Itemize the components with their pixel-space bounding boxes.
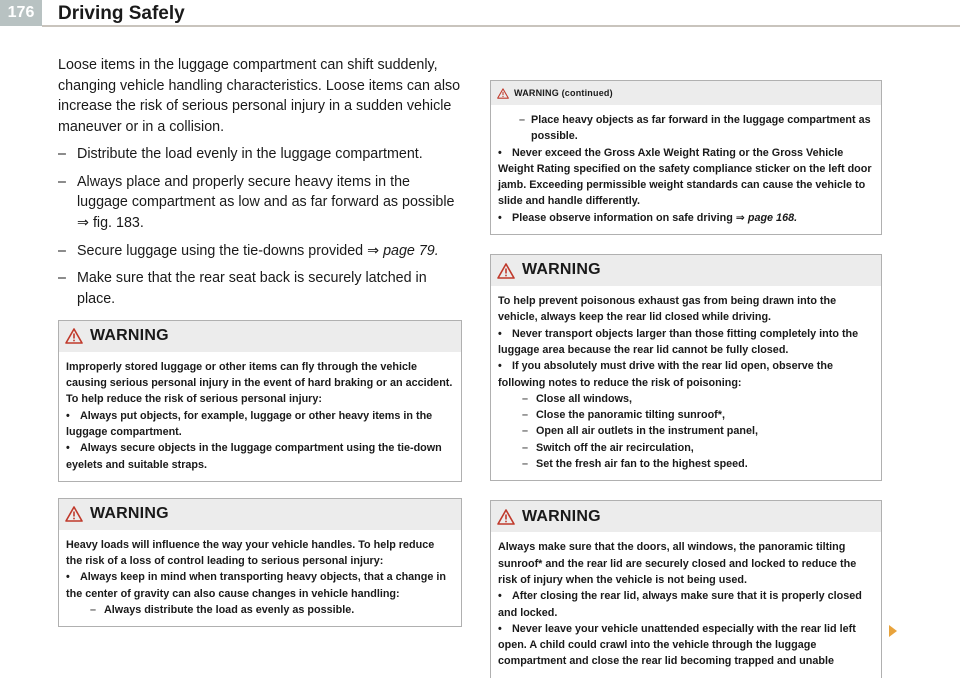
- warning-triangle-icon: [65, 506, 83, 522]
- warning-bullet: • Always keep in mind when transporting heavy objects, that a change in the center of gravity can also cause changes in vehicle handling:: [66, 571, 446, 600]
- warning-bullet: • If you absolutely must drive with the rear lid open, observe the following notes to reduce the risk of poisoning:: [498, 360, 833, 389]
- warning-text: Heavy loads will influence the way your vehicle handles. To help reduce the risk of a loss of control leading to serious personal injury:: [66, 538, 435, 568]
- warning-box: [490, 500, 882, 677]
- section-title: Driving Safely: [58, 3, 185, 24]
- warning-sub-item: – Open all air outlets in the instrument panel,: [498, 423, 873, 439]
- warning-header: [491, 255, 881, 286]
- warning-title: WARNING: [522, 507, 601, 525]
- warning-triangle-icon: [65, 328, 83, 344]
- warning-sub-item: – Switch off the air recirculation,: [498, 440, 873, 456]
- warning-bullet: • Never exceed the Gross Axle Weight Rating or the Gross Vehicle Weight Rating specified on the safety compliance sticker on the left door jamb. Exceeding permissible weight standards can cause the vehicle to slide and handle differently.: [498, 146, 872, 208]
- page-reference-link[interactable]: page 168.: [747, 211, 798, 224]
- warning-bullet: • Always put objects, for example, luggage or other heavy items in the luggage compartment.: [66, 409, 433, 438]
- warning-text: Always make sure that the doors, all windows, the panoramic tilting sunroof* and the rear lid are securely closed and locked to reduce the risk of injury when the vehicle is not being used.: [498, 541, 857, 586]
- instruction-list: [58, 144, 462, 310]
- warning-sub-item: – Set the fresh air fan to the highest speed.: [498, 456, 873, 472]
- warning-triangle-icon: [497, 509, 515, 525]
- warning-header: [491, 501, 881, 532]
- warning-title: WARNING: [522, 261, 601, 279]
- warning-box: [58, 320, 462, 482]
- warning-header: [59, 321, 461, 352]
- warning-sub-item: – Place heavy objects as far forward in the luggage compartment as possible.: [498, 112, 873, 145]
- warning-title: WARNING: [90, 505, 169, 523]
- list-item: – Distribute the load evenly in the luggage compartment.: [58, 144, 462, 165]
- list-item: – Make sure that the rear seat back is securely latched in place.: [58, 268, 462, 309]
- list-item: – Secure luggage using the tie-downs provided ⇒ page 79.: [58, 241, 462, 262]
- warning-box-continued: [490, 80, 882, 235]
- warning-bullet: • After closing the rear lid, always make sure that it is properly closed and locked.: [498, 590, 862, 619]
- left-column: [58, 55, 462, 627]
- warning-box: [58, 498, 462, 627]
- page-reference-link[interactable]: page 79.: [383, 242, 439, 259]
- warning-triangle-icon: [497, 263, 515, 279]
- warning-bullet: • Always secure objects in the luggage compartment using the tie-down eyelets and suitable straps.: [66, 442, 442, 471]
- right-column: [490, 80, 882, 678]
- page-number: 176: [0, 0, 42, 26]
- intro-paragraph: Loose items in the luggage compartment can shift suddenly, changing vehicle handling characteristics. Loose items can also increase the risk of serious personal injury in a sudden vehicle maneuver or in a collision.: [58, 57, 461, 136]
- warning-text: To help prevent poisonous exhaust gas from being drawn into the vehicle, always keep the rear lid closed while driving.: [498, 295, 837, 324]
- continue-arrow-icon[interactable]: [888, 624, 898, 638]
- warning-header: [59, 499, 461, 530]
- warning-text: Improperly stored luggage or other items can fly through the vehicle causing serious personal injury in the event of hard braking or an accident. To help reduce the risk of serious personal injury:: [66, 360, 453, 406]
- warning-bullet: • Never leave your vehicle unattended especially with the rear lid left open. A child could crawl into the vehicle through the luggage compartment and close the rear lid becoming trapped and unable: [498, 622, 856, 668]
- list-item: – Always place and properly secure heavy items in the luggage compartment as low and as far forward as possible ⇒ fig. 183.: [58, 172, 462, 234]
- warning-box: [490, 254, 882, 481]
- warning-sub-item: – Close all windows,: [498, 391, 873, 407]
- warning-triangle-icon: [497, 88, 509, 99]
- warning-sub-item: – Close the panoramic tilting sunroof*,: [498, 407, 873, 423]
- warning-bullet: • Never transport objects larger than those fitting completely into the luggage area because the rear lid cannot be fully closed.: [498, 327, 859, 356]
- warning-title: WARNING (continued): [514, 87, 613, 98]
- warning-title: WARNING: [90, 327, 169, 345]
- warning-header: [491, 81, 881, 105]
- header-rule: [42, 25, 960, 27]
- warning-bullet: • Please observe information on safe driving ⇒ page 168.: [498, 211, 798, 224]
- warning-sub-item: – Always distribute the load as evenly as possible.: [66, 602, 453, 618]
